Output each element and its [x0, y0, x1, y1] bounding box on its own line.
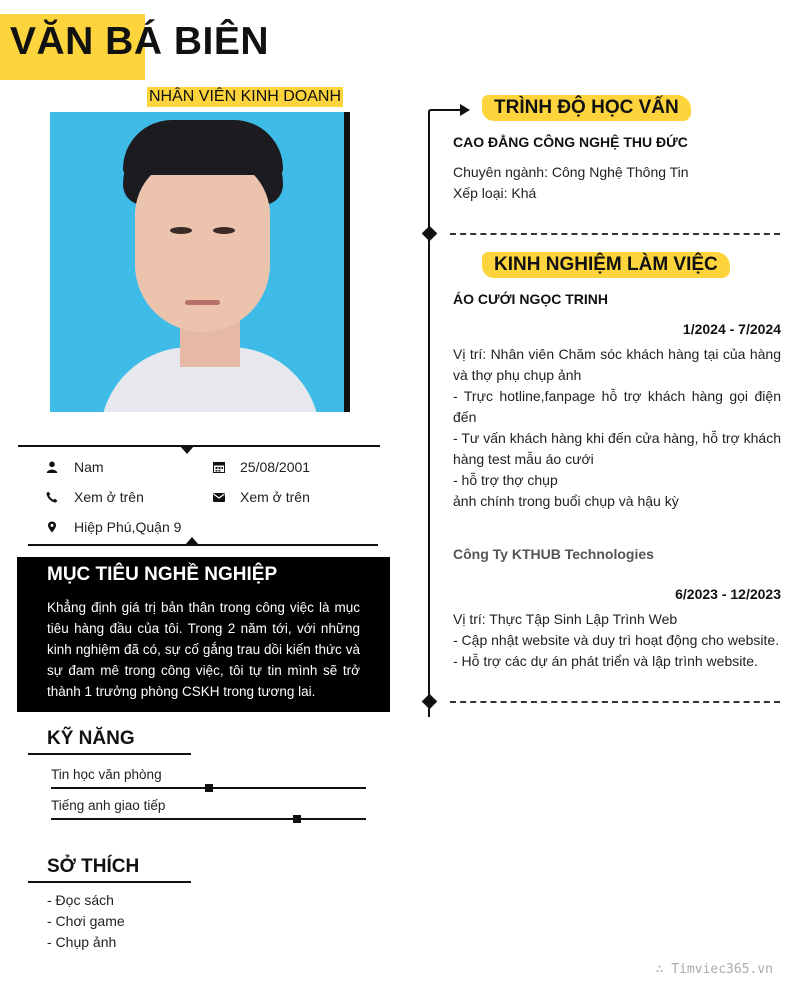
objective-title: MỤC TIÊU NGHỀ NGHIỆP [47, 564, 278, 585]
job-line: Vị trí: Nhân viên Chăm sóc khách hàng tại của hàng và thợ phụ chụp ảnh [453, 346, 781, 383]
job-line: - Hỗ trợ các dự án phát triển và lập trình website. [453, 653, 758, 669]
job-line: Vị trí: Thực Tập Sinh Lập Trình Web [453, 611, 678, 627]
job-description [453, 609, 781, 672]
skill-label: Tin học văn phòng [51, 767, 162, 782]
job-period: 6/2023 - 12/2023 [675, 586, 781, 602]
arrow-right-icon [428, 102, 474, 127]
divider-marker [180, 446, 194, 454]
section-divider [450, 701, 780, 703]
education-major: Chuyên ngành: Công Nghệ Thông Tin [453, 164, 689, 180]
map-pin-icon [46, 521, 58, 533]
address-value: Hiệp Phú,Quận 9 [74, 519, 182, 535]
skills-title: KỸ NĂNG [47, 728, 135, 749]
contact-top-divider [18, 445, 380, 447]
phone-icon [46, 491, 58, 503]
candidate-name: VĂN BÁ BIÊN [10, 20, 270, 63]
skill-label: Tiếng anh giao tiếp [51, 798, 166, 813]
hobby-item: - Chụp ảnh [47, 934, 117, 950]
skills-underline [28, 753, 191, 755]
profile-photo [50, 112, 350, 412]
skill-level-marker [293, 815, 301, 823]
job-line: ảnh chính trong buổi chụp và hậu kỳ [453, 493, 679, 509]
company-name: Công Ty KTHUB Technologies [453, 546, 654, 562]
job-period: 1/2024 - 7/2024 [682, 321, 781, 337]
education-title: TRÌNH ĐỘ HỌC VẤN [482, 95, 691, 121]
hobby-item: - Đọc sách [47, 892, 114, 908]
company-name: ÁO CƯỚI NGỌC TRINH [453, 291, 608, 307]
section-divider [450, 233, 780, 235]
envelope-icon [213, 491, 225, 503]
timeline-node [422, 226, 438, 242]
contact-bottom-divider [28, 544, 378, 546]
user-icon [46, 461, 58, 473]
timeline-line [428, 112, 430, 717]
calendar-icon [213, 461, 225, 473]
objective-body: Khẳng định giá trị bản thân trong công việc là mục tiêu hàng đầu của tôi. Trong 2 năm tới, với những kinh nghiệm đã có, sự cố gắng trau dồi kiến thức và sự đam mê trong công việc, tôi tự tin mình sẽ trở thành 1 trưởng phòng CSKH trong tương lai. [47, 600, 360, 699]
hobby-item: - Chơi game [47, 913, 125, 929]
phone-value: Xem ở trên [74, 489, 144, 505]
job-title: NHÂN VIÊN KINH DOANH [149, 88, 342, 105]
hobbies-underline [28, 881, 191, 883]
skill-track [51, 818, 366, 820]
job-line: - hỗ trợ thợ chụp [453, 472, 558, 488]
gender-value: Nam [74, 459, 104, 475]
job-line: - Cập nhật website và duy trì hoạt động cho website. [453, 632, 780, 648]
email-value: Xem ở trên [240, 489, 310, 505]
skill-level-marker [205, 784, 213, 792]
birthday-value: 25/08/2001 [240, 459, 311, 475]
watermark: ∴ Timviec365.vn [655, 962, 773, 977]
hobbies-title: SỞ THÍCH [47, 856, 140, 877]
school-name: CAO ĐẲNG CÔNG NGHỆ THU ĐỨC [453, 134, 688, 150]
job-line: - Trực hotline,fanpage hỗ trợ khách hàng gọi điện đến [453, 388, 781, 425]
career-objective-box [17, 557, 390, 712]
timeline-node [422, 694, 438, 710]
experience-title: KINH NGHIỆM LÀM VIỆC [482, 252, 730, 278]
education-grade: Xếp loại: Khá [453, 185, 537, 201]
job-description [453, 344, 781, 512]
job-line: - Tư vấn khách hàng khi đến cửa hàng, hỗ trợ khách hàng test mẫu áo cưới [453, 430, 781, 467]
